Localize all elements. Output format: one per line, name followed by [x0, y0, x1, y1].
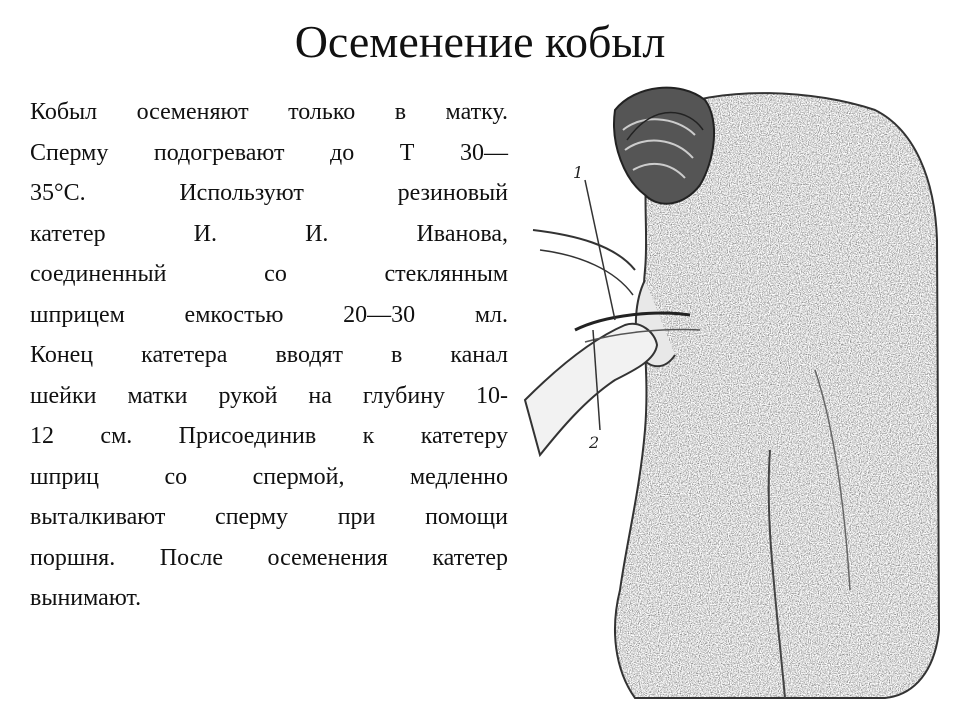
paragraph-line: поршня. После осеменения катетер [30, 544, 508, 571]
paragraph-line: выталкивают сперму при помощи [30, 504, 508, 530]
paragraph-line: Сперму подогревают до Т 30— [30, 139, 508, 166]
paragraph-line: Конец катетера вводят в канал [30, 342, 508, 368]
tail-shape [614, 88, 714, 204]
figure-label-2: 2 [589, 433, 600, 452]
paragraph-line: шейки матки рукой на глубину 10- [30, 382, 508, 409]
paragraph-line: шприц со спермой, медленно [30, 463, 508, 490]
paragraph-line: соединенный со стеклянным [30, 261, 508, 287]
figure-label-1: 1 [573, 163, 584, 182]
paragraph-line: 12 см. Присоединив к катетеру [30, 423, 508, 449]
paragraph-line: Кобыл осеменяют только в матку. [30, 99, 508, 125]
paragraph-line: вынимают. [30, 585, 142, 611]
paragraph-line: шприцем емкостью 20—30 мл. [30, 301, 508, 328]
body-paragraph [30, 92, 508, 619]
paragraph-line: катетер И. И. Иванова, [30, 220, 508, 247]
slide-title: Осеменение кобыл [294, 16, 666, 67]
paragraph-line: 35°С. Используют резиновый [30, 180, 508, 206]
mare-insemination-illustration [515, 70, 945, 700]
